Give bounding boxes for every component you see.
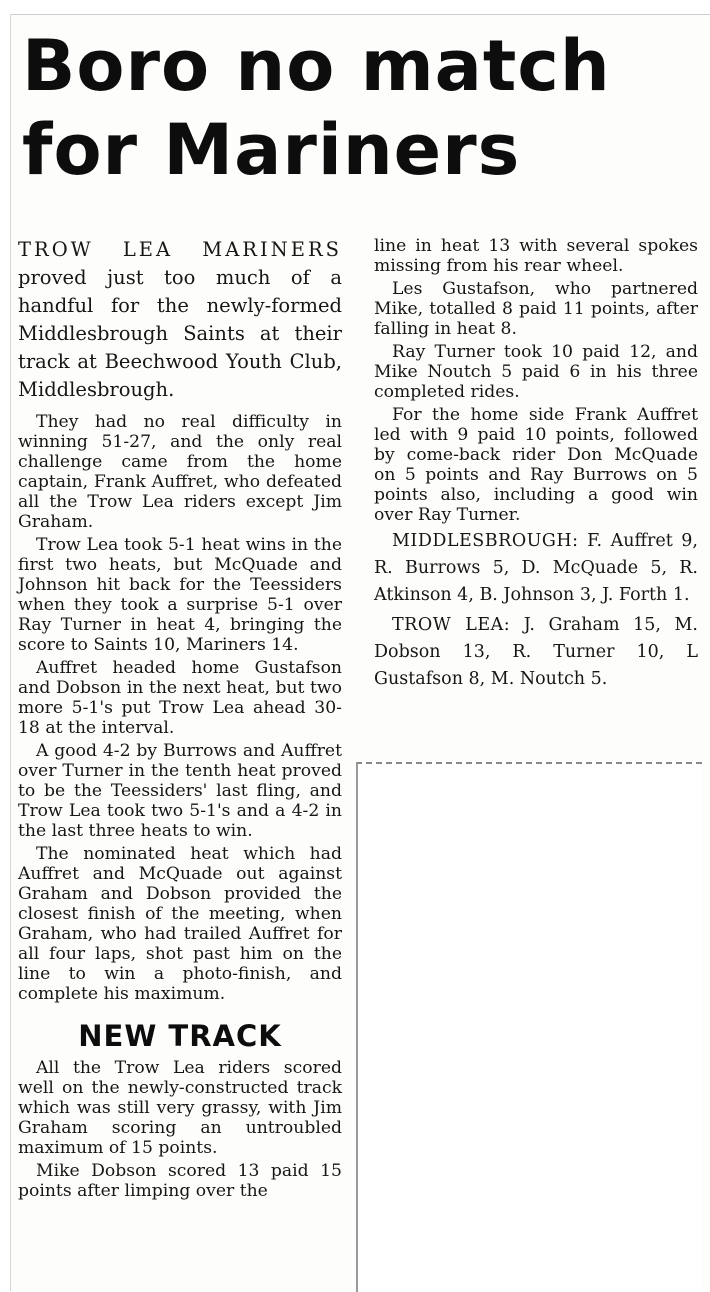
column-left <box>18 236 342 1204</box>
paragraph: The nominated heat which had Auffret and McQuade out against Graham and Dobson provided the closest finish of the meeting, when Graham, who had trailed Auffret for all four laps, shot past him on the line to win a photo-finish, and complete his maximum. <box>18 844 342 1004</box>
paragraph: They had no real difficulty in winning 51-27, and the only real challenge came from the home captain, Frank Auffret, who defeated all the Trow Lea riders except Jim Graham. <box>18 412 342 532</box>
result-line <box>374 612 698 693</box>
headline-line-1: Boro no match <box>22 25 611 107</box>
lead-paragraph <box>18 236 342 404</box>
paragraph: For the home side Frank Auffret led with 9 paid 10 points, followed by come-back rider Don McQuade on 5 points and Ray Burrows on 5 points also, including a good win over Ray Turner. <box>374 405 698 525</box>
team-name: MIDDLESBROUGH: <box>392 531 579 551</box>
lead-caps: TROW LEA MARINERS <box>18 238 342 261</box>
paragraph: All the Trow Lea riders scored well on the newly-constructed track which was still very grassy, with Jim Graham scoring an untroubled maximum of 15 points. <box>18 1058 342 1158</box>
column-right <box>374 236 698 696</box>
lead-text: proved just too much of a handful for the newly-formed Middlesbrough Saints at their track at Beechwood Youth Club, Middlesbrough. <box>18 266 342 401</box>
team-name: TROW LEA: <box>392 615 511 635</box>
paragraph: Mike Dobson scored 13 paid 15 points after limping over the <box>18 1161 342 1201</box>
headline <box>22 24 662 192</box>
paragraph: line in heat 13 with several spokes missing from his rear wheel. <box>374 236 698 276</box>
subheading: NEW TRACK <box>78 1019 282 1053</box>
result-line <box>374 528 698 609</box>
headline-line-2: for Mariners <box>22 109 521 191</box>
paragraph: A good 4-2 by Burrows and Auffret over Turner in the tenth heat proved to be the Teessiders' last fling, and Trow Lea took two 5-1's and a 4-2 in the last three heats to win. <box>18 741 342 841</box>
blank-clipping-area <box>356 762 702 1292</box>
paragraph: Ray Turner took 10 paid 12, and Mike Noutch 5 paid 6 in his three completed rides. <box>374 342 698 402</box>
team-scores: J. Graham 15, M. Dobson 13, R. Turner 10, L Gustafson 8, M. Noutch 5. <box>374 615 698 689</box>
paragraph: Auffret headed home Gustafson and Dobson in the next heat, but two more 5-1's put Trow Lea ahead 30-18 at the interval. <box>18 658 342 738</box>
paragraph: Les Gustafson, who partnered Mike, totalled 8 paid 11 points, after falling in heat 8. <box>374 279 698 339</box>
paragraph: Trow Lea took 5-1 heat wins in the first two heats, but McQuade and Johnson hit back for the Teessiders when they took a surprise 5-1 over Ray Turner in heat 4, bringing the score to Saints 10, Mariners 14. <box>18 535 342 655</box>
team-scores: F. Auffret 9, R. Burrows 5, D. McQuade 5, R. Atkinson 4, B. Johnson 3, J. Forth 1. <box>374 531 698 605</box>
